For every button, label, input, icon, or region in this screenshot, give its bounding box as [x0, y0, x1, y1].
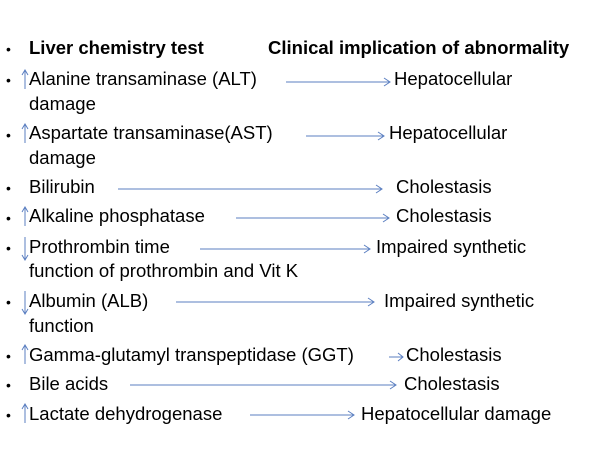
bullet: •: [6, 377, 11, 393]
test-name: Albumin (ALB): [29, 290, 149, 311]
implication: Hepatocellular: [389, 122, 508, 143]
up-arrow-icon: [21, 343, 29, 365]
bullet: •: [6, 240, 11, 256]
test-name: Prothrombin time: [29, 236, 170, 257]
up-arrow-icon: [21, 402, 29, 424]
right-arrow-icon: [118, 184, 384, 194]
bullet: •: [6, 407, 11, 423]
right-arrow-icon: [176, 297, 376, 307]
implication: Cholestasis: [396, 176, 492, 197]
bullet: •: [6, 127, 11, 143]
bullet: •: [6, 180, 11, 196]
right-arrow-icon: [236, 213, 391, 223]
up-arrow-icon: [21, 68, 29, 90]
test-name: Aspartate transaminase(AST): [29, 122, 273, 143]
test-name: Bile acids: [29, 373, 109, 394]
right-arrow-icon: [200, 244, 372, 254]
right-arrow-icon: [389, 352, 405, 362]
implication-continued: damage: [29, 147, 96, 168]
up-arrow-icon: [21, 205, 29, 227]
right-arrow-icon: [286, 77, 392, 87]
implication: Hepatocellular: [394, 68, 513, 89]
test-name: Bilirubin: [29, 176, 95, 197]
test-name: Gamma-glutamyl transpeptidase (GGT): [29, 344, 354, 365]
right-arrow-icon: [130, 380, 398, 390]
implication: Impaired synthetic: [376, 236, 527, 257]
implication-continued: function of prothrombin and Vit K: [29, 260, 299, 281]
down-arrow-icon: [21, 236, 29, 262]
bullet: •: [6, 72, 11, 88]
implication: Hepatocellular damage: [361, 403, 552, 424]
test-name: Alkaline phosphatase: [29, 205, 205, 226]
bullet: •: [6, 210, 11, 226]
implication: Impaired synthetic: [384, 290, 535, 311]
header-left: Liver chemistry test: [29, 37, 204, 58]
implication: Cholestasis: [406, 344, 502, 365]
implication: Cholestasis: [404, 373, 500, 394]
down-arrow-icon: [21, 290, 29, 316]
right-arrow-icon: [250, 410, 356, 420]
test-name: Lactate dehydrogenase: [29, 403, 223, 424]
implication-continued: function: [29, 315, 94, 336]
implication-continued: damage: [29, 93, 96, 114]
bullet: •: [6, 41, 11, 57]
up-arrow-icon: [21, 122, 29, 144]
implication: Cholestasis: [396, 205, 492, 226]
right-arrow-icon: [306, 131, 386, 141]
bullet: •: [6, 348, 11, 364]
bullet: •: [6, 294, 11, 310]
test-name: Alanine transaminase (ALT): [29, 68, 257, 89]
header-right: Clinical implication of abnormality: [268, 37, 570, 58]
